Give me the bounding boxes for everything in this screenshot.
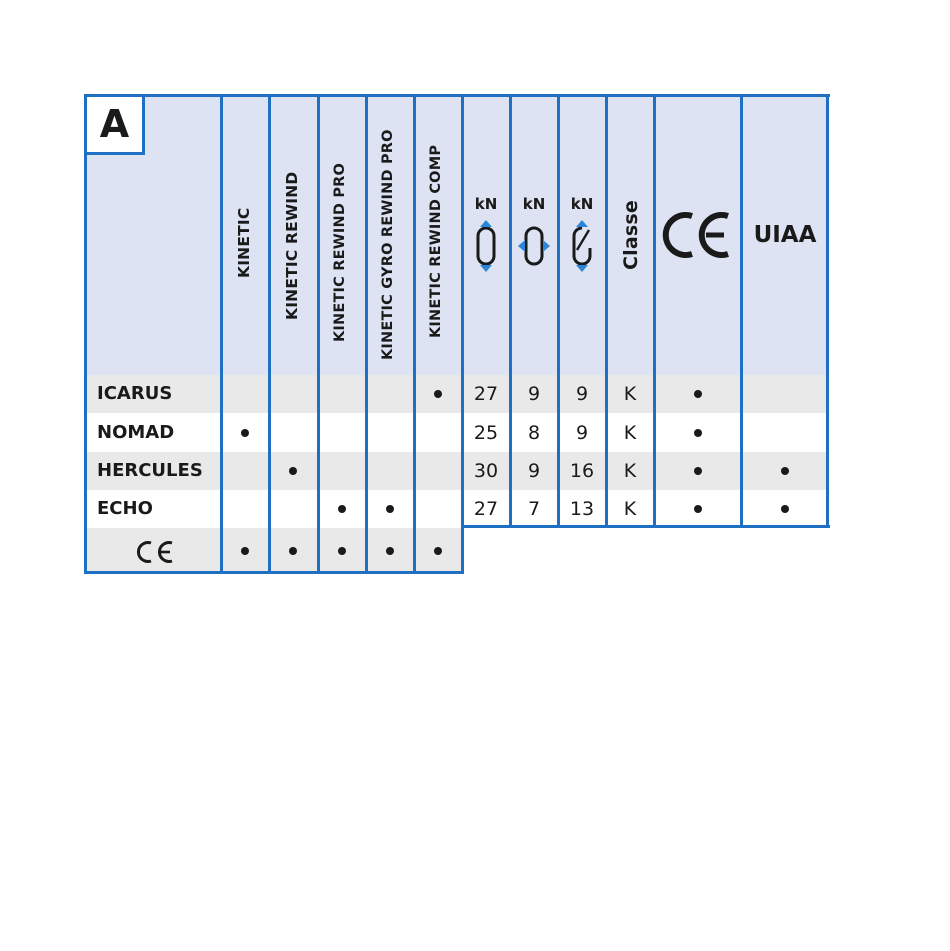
class-value: K	[623, 383, 637, 405]
compat-dot	[241, 429, 249, 437]
column-header-1: KINETIC	[235, 207, 253, 278]
col-divider	[509, 94, 512, 528]
ce-dot	[694, 390, 702, 398]
ce-compat-dot	[434, 547, 442, 555]
border-mid-bottom	[461, 525, 830, 528]
kn-unit-label: kN	[522, 195, 546, 213]
class-value: K	[623, 460, 637, 482]
border-top	[84, 94, 830, 97]
col-divider	[557, 94, 560, 528]
compat-dot	[338, 505, 346, 513]
class-value: K	[623, 422, 637, 444]
column-header-5: KINETIC REWIND COMP	[428, 144, 444, 338]
compat-dot	[386, 505, 394, 513]
row-name: HERCULES	[97, 460, 203, 481]
ce-dot	[694, 467, 702, 475]
ce-compat-dot	[289, 547, 297, 555]
uiaa-header: UIAA	[753, 222, 817, 248]
border-left	[84, 94, 87, 574]
col-divider	[653, 94, 656, 528]
section-badge: A	[87, 97, 145, 155]
ce-dot	[694, 429, 702, 437]
major-axis-value: 25	[473, 422, 499, 444]
ce-mark-icon	[662, 210, 734, 260]
gate-open-value: 9	[575, 422, 589, 444]
kn-unit-label: kN	[570, 195, 594, 213]
gate-open-value: 16	[569, 460, 595, 482]
class-header: Classe	[620, 200, 642, 270]
uiaa-dot	[781, 505, 789, 513]
column-header-3: KINETIC REWIND PRO	[332, 162, 348, 342]
col-divider	[220, 94, 223, 574]
column-header-2: KINETIC REWIND	[283, 171, 301, 320]
uiaa-dot	[781, 467, 789, 475]
col-divider	[413, 94, 416, 574]
column-header-4: KINETIC GYRO REWIND PRO	[380, 129, 396, 360]
minor-axis-value: 9	[527, 460, 541, 482]
carabiner-major-axis-icon	[469, 218, 503, 274]
col-divider	[268, 94, 271, 574]
class-value: K	[623, 498, 637, 520]
minor-axis-value: 9	[527, 383, 541, 405]
ce-compat-dot	[241, 547, 249, 555]
border-right	[826, 94, 829, 528]
ce-compat-dot	[338, 547, 346, 555]
ce-dot	[694, 505, 702, 513]
compat-dot	[434, 390, 442, 398]
major-axis-value: 27	[473, 498, 499, 520]
col-divider	[461, 94, 464, 574]
carabiner-minor-axis-icon	[517, 218, 551, 274]
minor-axis-value: 8	[527, 422, 541, 444]
row-name: ECHO	[97, 498, 153, 519]
compat-dot	[289, 467, 297, 475]
row-stripe-icarus	[87, 375, 827, 413]
row-name: ICARUS	[97, 383, 173, 404]
col-divider	[605, 94, 608, 528]
ce-row-icon	[134, 540, 176, 564]
kn-unit-label: kN	[474, 195, 498, 213]
ce-compat-dot	[386, 547, 394, 555]
major-axis-value: 27	[473, 383, 499, 405]
col-divider	[365, 94, 368, 574]
col-divider	[740, 94, 743, 528]
gate-open-value: 9	[575, 383, 589, 405]
row-name: NOMAD	[97, 422, 175, 443]
major-axis-value: 30	[473, 460, 499, 482]
carabiner-gate-open-icon	[565, 218, 599, 274]
minor-axis-value: 7	[527, 498, 541, 520]
border-bottom	[84, 571, 464, 574]
gate-open-value: 13	[569, 498, 595, 520]
col-divider	[317, 94, 320, 574]
